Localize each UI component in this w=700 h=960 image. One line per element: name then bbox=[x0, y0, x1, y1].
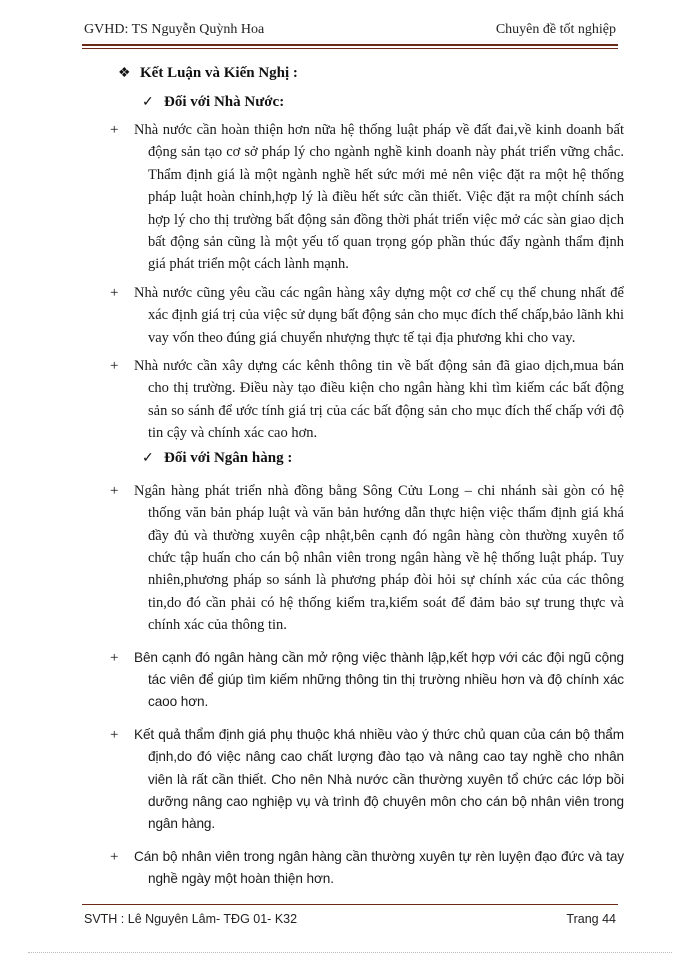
paragraph: Ngân hàng phát triển nhà đồng bằng Sông Cửu Long – chi nhánh sài gòn có hệ thống văn bản pháp luật và văn bản hướng dẫn thực hiện việc thẩm định giá khá đầy đủ và thường xuyên cập nhật,bên cạnh đó ngân hàng còn thường xuyên tổ chức tập huấn cho cán bộ nhân viên trong ngân hàng về hệ thống luật pháp. Tuy nhiên,phương pháp so sánh là phương pháp đòi hỏi sự chính xác của các thông tin,do đó cần phải có hệ thống kiểm tra,kiểm soát để đảm bảo sự trung thực và chính xác của thông tin. bbox=[134, 482, 624, 634]
header-advisor: GVHD: TS Nguyễn Quỳnh Hoa bbox=[84, 22, 265, 37]
list-item bbox=[82, 480, 624, 637]
plus-bullet-icon: + bbox=[110, 482, 119, 499]
paragraph: Nhà nước cần hoàn thiện hơn nữa hệ thống luật pháp về đất đai,về kinh doanh bất động sản tạo cơ sở pháp lý cho ngành nghề kinh doanh này phát triển vững chắc. Thẩm định giá là một ngành nghề hết sức mới mẻ nên việc đặt ra một hệ thống pháp luật hoàn chỉnh,hợp lý là điều hết sức cần thiết. Việc đặt ra một chính sách hợp lý cho thị trường bất động sản đồng thời phát triển việc mở các sàn giao dịch bất động sản cũng là một yếu tố quan trọng góp phần thúc đẩy ngành thẩm định giá phát triển một cách lành mạnh. bbox=[134, 122, 624, 273]
plus-bullet-icon: + bbox=[110, 649, 119, 666]
list-item bbox=[82, 119, 624, 276]
page-body bbox=[82, 62, 624, 891]
header-rule bbox=[82, 44, 618, 46]
paragraph: Cán bộ nhân viên trong ngân hàng cần thường xuyên tự rèn luyện đạo đức và tay nghề ngày một hoàn thiện hơn. bbox=[134, 848, 624, 887]
list-item bbox=[82, 724, 624, 836]
paragraph: Nhà nước cũng yêu cầu các ngân hàng xây dựng một cơ chế cụ thể chung nhất để xác định giá trị của việc sử dụng bất động sản cho mục đích thế chấp,bảo lãnh khi vay vốn theo đúng giá chuyển nhượng thực tế tại địa phương khi cho vay. bbox=[134, 284, 624, 346]
plus-bullet-icon: + bbox=[110, 358, 119, 375]
subsection-title: Đối với Ngân hàng : bbox=[164, 450, 293, 467]
header-rule-thin bbox=[82, 48, 618, 49]
plus-bullet-icon: + bbox=[110, 122, 119, 138]
footer-student: SVTH : Lê Nguyên Lâm- TĐG 01- K32 bbox=[84, 912, 298, 926]
subsection-heading-state bbox=[142, 91, 624, 113]
list-item bbox=[82, 282, 624, 349]
diamond-bullet-icon: ❖ bbox=[118, 65, 131, 81]
page-header bbox=[84, 22, 616, 38]
page-number: Trang 44 bbox=[566, 912, 616, 926]
check-icon: ✓ bbox=[142, 94, 154, 110]
state-recommendations bbox=[82, 119, 624, 445]
plus-bullet-icon: + bbox=[110, 284, 119, 301]
paragraph: Nhà nước cần xây dựng các kênh thông tin về bất động sản đã giao dịch,mua bán cho thị trường. Điều này tạo điều kiện cho ngân hàng khi tìm kiếm các bất động sản so sánh để ước tính giá trị của các bất động sản cho mục đích thế chấp với độ tin cậy và chính xác cao hơn. bbox=[134, 358, 624, 442]
list-item bbox=[82, 647, 624, 714]
section-title: Kết Luận và Kiến Nghị : bbox=[140, 64, 298, 81]
subsection-title: Đối với Nhà Nước: bbox=[164, 93, 285, 110]
subsection-heading-bank bbox=[142, 448, 624, 470]
list-item bbox=[82, 355, 624, 445]
check-icon: ✓ bbox=[142, 451, 154, 467]
header-doc-type: Chuyên đề tốt nghiệp bbox=[495, 22, 616, 37]
section-heading bbox=[118, 62, 624, 84]
page-edge bbox=[28, 952, 672, 953]
paragraph: Kết quả thẩm định giá phụ thuộc khá nhiều vào ý thức chủ quan của cán bộ thẩm định,do đó việc nâng cao chất lượng đào tạo và nâng cao tay nghề cho nhân viên là rất cần thiết. Cho nên Nhà nước cần thường xuyên tổ chức các lớp bồi dưỡng nâng cao nghiệp vụ và trình độ chuyên môn cho cán bộ nhân viên trong ngân hàng. bbox=[134, 726, 624, 832]
page-footer bbox=[84, 912, 616, 926]
plus-bullet-icon: + bbox=[110, 726, 119, 743]
footer-rule bbox=[82, 904, 618, 905]
list-item bbox=[82, 846, 624, 891]
plus-bullet-icon: + bbox=[110, 848, 119, 865]
bank-recommendations bbox=[82, 480, 624, 891]
paragraph: Bên cạnh đó ngân hàng cần mở rộng việc thành lập,kết hợp với các đội ngũ cộng tác viên để giúp tìm kiếm những thông tin thị trường nhiều hơn và độ chính xác caoo hơn. bbox=[134, 649, 624, 710]
